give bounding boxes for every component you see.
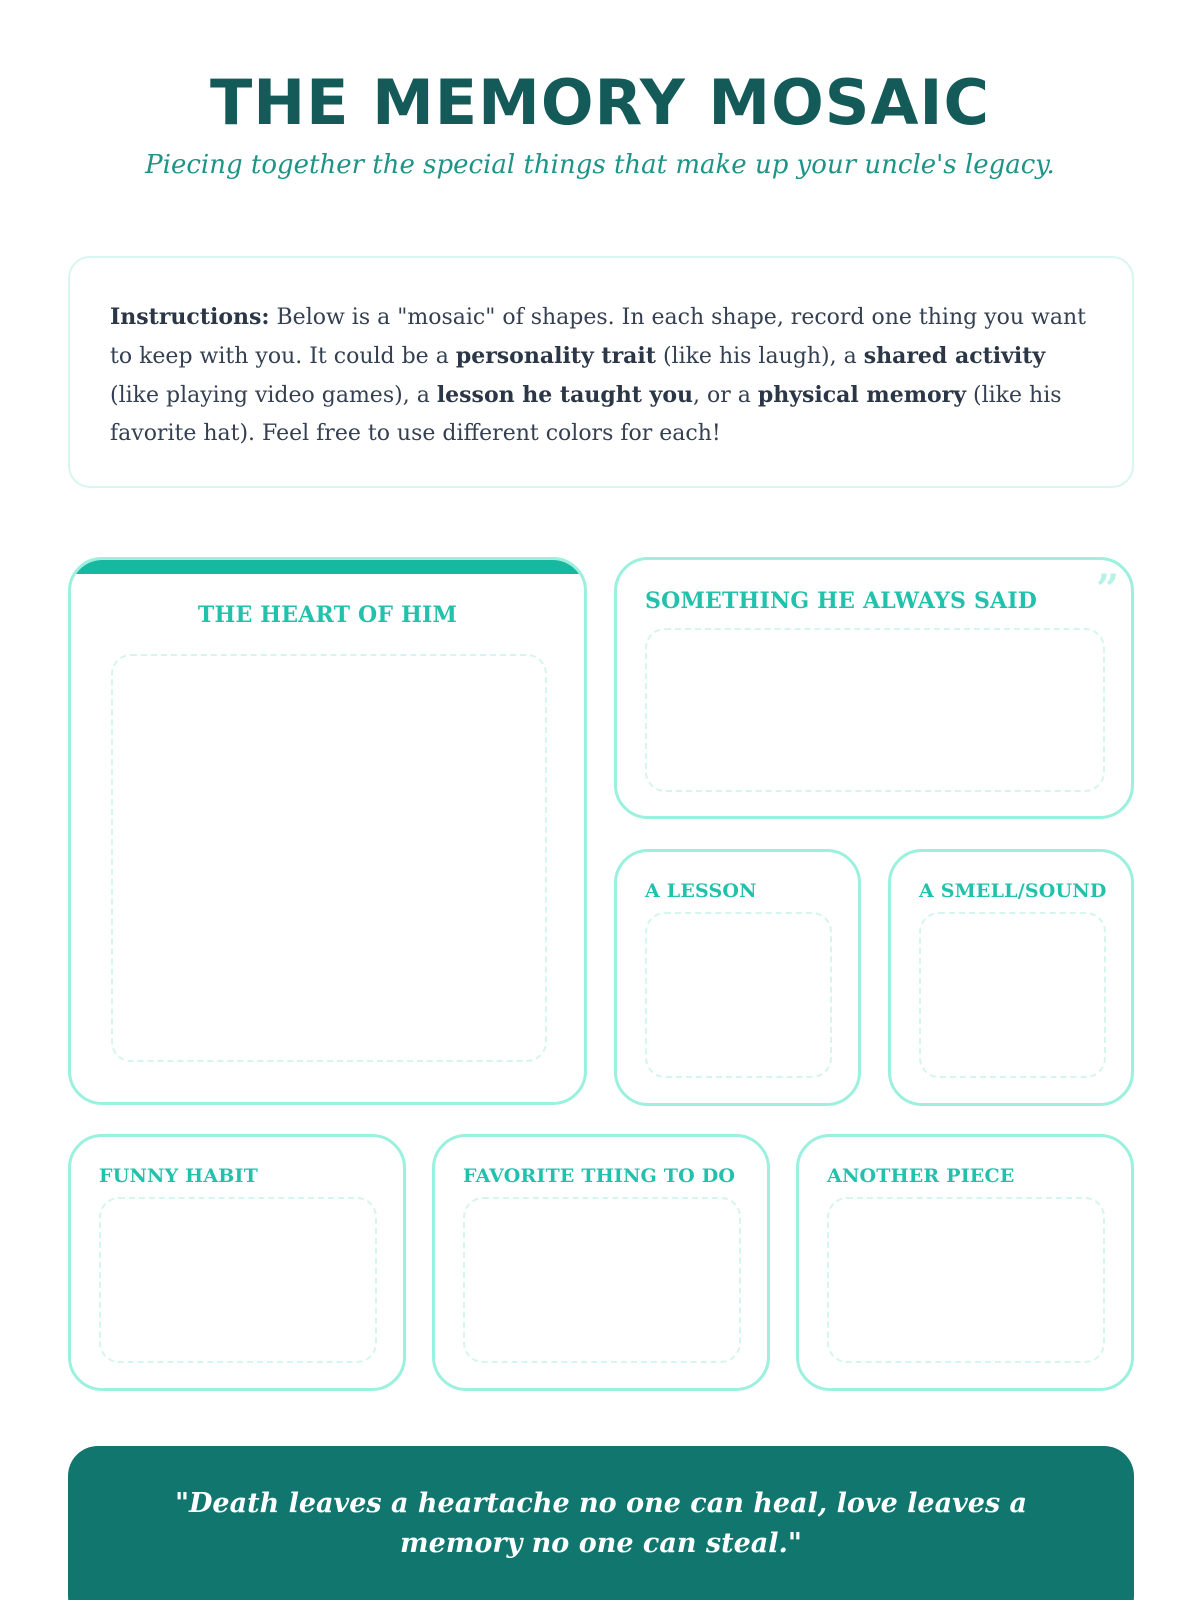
funny-write-area[interactable] (99, 1197, 377, 1363)
card-another-piece (796, 1134, 1134, 1391)
quote-icon: ” (1095, 566, 1119, 613)
instructions-text-5: (like his favorite hat). Feel free to use different colors for each! (110, 383, 1062, 446)
instructions-bold-1: personality trait (455, 343, 656, 369)
quote-text: "Death leaves a heartache no one can heal, love leaves a memory no one can steal." (174, 1488, 1028, 1559)
card-said-label: SOMETHING HE ALWAYS SAID (645, 588, 1038, 614)
card-something-he-said (614, 557, 1134, 819)
smell-write-area[interactable] (919, 912, 1106, 1078)
instructions-bold-4: physical memory (757, 382, 967, 408)
lesson-write-area[interactable] (645, 912, 832, 1078)
instructions-text-2: (like his laugh), a (655, 344, 864, 369)
instructions-box (68, 256, 1134, 488)
page-subtitle: Piecing together the special things that make up your uncle's legacy. (145, 150, 1055, 180)
card-favorite-label: FAVORITE THING TO DO (463, 1165, 736, 1187)
card-smell-sound (888, 849, 1134, 1106)
card-funny-habit (68, 1134, 406, 1391)
instructions-bold-3: lesson he taught you (436, 382, 693, 408)
page-title: THE MEMORY MOSAIC (209, 66, 990, 139)
card-another-label: ANOTHER PIECE (827, 1165, 1015, 1187)
card-accent-bar (71, 560, 584, 574)
instructions-text-1: Below is a "mosaic" of shapes. In each shape, record one thing you want to keep with you. It could be a (110, 305, 1087, 369)
quote-banner (68, 1446, 1134, 1600)
instructions-text-3: (like playing video games), a (110, 383, 437, 408)
card-a-lesson (614, 849, 861, 1106)
instructions-text-4: , or a (692, 383, 758, 408)
favorite-write-area[interactable] (463, 1197, 741, 1363)
card-smell-label: A SMELL/SOUND (919, 880, 1107, 902)
heart-write-area[interactable] (111, 654, 547, 1062)
card-lesson-label: A LESSON (645, 880, 757, 902)
card-heart-of-him (68, 557, 587, 1105)
instructions-bold-2: shared activity (863, 343, 1046, 369)
card-favorite-thing (432, 1134, 770, 1391)
said-write-area[interactable] (645, 628, 1105, 792)
card-heart-label: THE HEART OF HIM (197, 602, 458, 628)
another-write-area[interactable] (827, 1197, 1105, 1363)
instructions-lead: Instructions: (110, 304, 270, 330)
card-funny-label: FUNNY HABIT (99, 1165, 258, 1187)
